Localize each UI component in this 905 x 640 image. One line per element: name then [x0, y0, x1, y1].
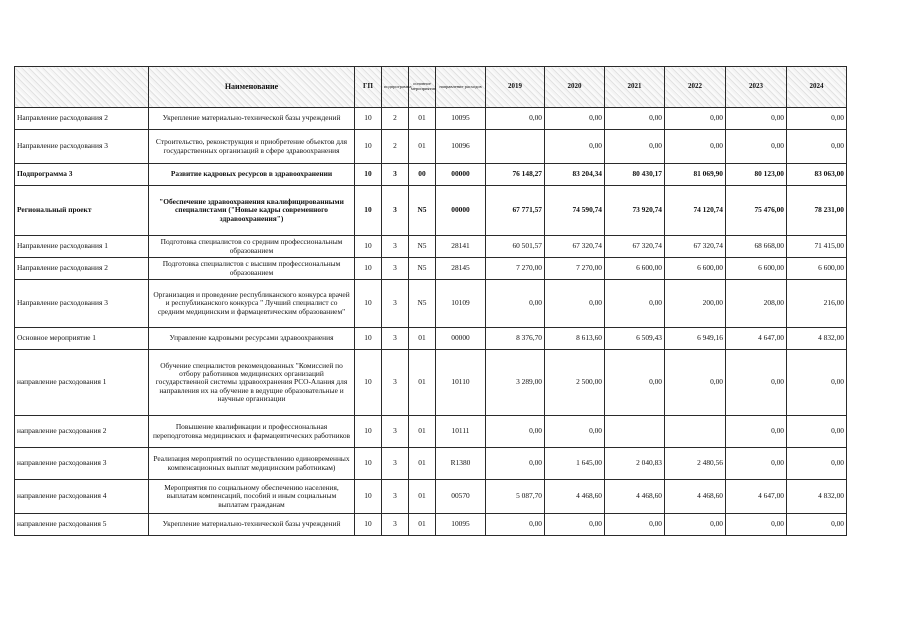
value-cell: 216,00 — [787, 280, 847, 328]
row-name: Организация и проведение республиканского конкурса врачей и республиканского конкурса " Лучший специалист со средним медицинским и фармацевтическим образованием" — [149, 280, 355, 328]
value-cell: 0,00 — [486, 514, 545, 536]
value-cell: 7 270,00 — [486, 258, 545, 280]
value-cell: 75 476,00 — [726, 186, 787, 236]
code-gp: 10 — [355, 416, 382, 448]
row-name: Развитие кадровых ресурсов в здравоохранении — [149, 164, 355, 186]
header-year: 2019 — [486, 67, 545, 108]
value-cell: 0,00 — [605, 108, 665, 130]
code-gp: 10 — [355, 480, 382, 514]
row-label: Подпрограмма 3 — [15, 164, 149, 186]
header-subprogram: подпрограмма — [382, 67, 409, 108]
code-gp: 10 — [355, 258, 382, 280]
row-name: Мероприятия по социальному обеспечению населения, выплатам компенсаций, пособий и иным социальным выплатам гражданам — [149, 480, 355, 514]
value-cell: 0,00 — [605, 130, 665, 164]
value-cell: 67 320,74 — [605, 236, 665, 258]
row-label: Региональный проект — [15, 186, 149, 236]
value-cell: 2 040,83 — [605, 448, 665, 480]
code-main-event: N5 — [409, 258, 436, 280]
code-gp: 10 — [355, 514, 382, 536]
code-subprogram: 3 — [382, 236, 409, 258]
value-cell: 0,00 — [545, 130, 605, 164]
value-cell: 73 920,74 — [605, 186, 665, 236]
value-cell: 71 415,00 — [787, 236, 847, 258]
value-cell: 0,00 — [665, 514, 726, 536]
table-row — [15, 448, 847, 480]
code-gp: 10 — [355, 108, 382, 130]
value-cell — [605, 416, 665, 448]
value-cell: 0,00 — [545, 280, 605, 328]
code-main-event: 01 — [409, 130, 436, 164]
value-cell: 1 645,00 — [545, 448, 605, 480]
value-cell: 0,00 — [787, 448, 847, 480]
code-gp: 10 — [355, 130, 382, 164]
value-cell — [486, 130, 545, 164]
code-subprogram: 3 — [382, 328, 409, 350]
code-gp: 10 — [355, 186, 382, 236]
code-main-event: 01 — [409, 108, 436, 130]
value-cell: 200,00 — [665, 280, 726, 328]
table-row — [15, 164, 847, 186]
value-cell: 4 832,00 — [787, 480, 847, 514]
value-cell: 6 600,00 — [787, 258, 847, 280]
value-cell: 0,00 — [726, 416, 787, 448]
code-subprogram: 3 — [382, 514, 409, 536]
row-name: Реализация мероприятий по осуществлению единовременных компенсационных выплат медицинским работникам) — [149, 448, 355, 480]
value-cell: 0,00 — [665, 350, 726, 416]
code-gp: 10 — [355, 448, 382, 480]
table-row — [15, 350, 847, 416]
code-direction: 28145 — [436, 258, 486, 280]
value-cell: 80 123,00 — [726, 164, 787, 186]
table-row — [15, 514, 847, 536]
row-name: "Обеспечение здравоохранения квалифицированными специалистами ("Новые кадры современного здравоохранения") — [149, 186, 355, 236]
header-gp: ГП — [355, 67, 382, 108]
value-cell: 4 468,60 — [605, 480, 665, 514]
value-cell: 4 647,00 — [726, 328, 787, 350]
value-cell: 67 320,74 — [545, 236, 605, 258]
header-year: 2023 — [726, 67, 787, 108]
value-cell: 0,00 — [486, 108, 545, 130]
code-main-event: 01 — [409, 328, 436, 350]
code-direction: 00570 — [436, 480, 486, 514]
value-cell: 0,00 — [605, 280, 665, 328]
value-cell: 0,00 — [787, 416, 847, 448]
table-row — [15, 480, 847, 514]
value-cell: 4 468,60 — [665, 480, 726, 514]
row-label: направление расходования 4 — [15, 480, 149, 514]
table-row — [15, 328, 847, 350]
budget-table-sheet — [14, 66, 846, 536]
code-direction: 10096 — [436, 130, 486, 164]
table-row — [15, 258, 847, 280]
value-cell: 3 289,00 — [486, 350, 545, 416]
value-cell: 6 600,00 — [605, 258, 665, 280]
row-label: Направление расходования 3 — [15, 280, 149, 328]
value-cell: 83 063,00 — [787, 164, 847, 186]
header-year: 2022 — [665, 67, 726, 108]
row-name: Управление кадровыми ресурсами здравоохранения — [149, 328, 355, 350]
value-cell: 0,00 — [545, 416, 605, 448]
code-direction: 10109 — [436, 280, 486, 328]
code-subprogram: 2 — [382, 130, 409, 164]
value-cell: 67 771,57 — [486, 186, 545, 236]
row-label: Направление расходования 1 — [15, 236, 149, 258]
value-cell: 78 231,00 — [787, 186, 847, 236]
table-row — [15, 236, 847, 258]
code-direction: 10110 — [436, 350, 486, 416]
code-main-event: 01 — [409, 448, 436, 480]
value-cell: 0,00 — [726, 514, 787, 536]
code-main-event: N5 — [409, 186, 436, 236]
value-cell: 8 376,70 — [486, 328, 545, 350]
code-main-event: N5 — [409, 236, 436, 258]
code-direction: 00000 — [436, 328, 486, 350]
row-name: Укрепление материально-технической базы учреждений — [149, 108, 355, 130]
value-cell: 0,00 — [726, 108, 787, 130]
code-direction: 28141 — [436, 236, 486, 258]
header-row — [15, 67, 847, 108]
value-cell: 0,00 — [605, 350, 665, 416]
value-cell: 0,00 — [665, 108, 726, 130]
row-label: направление расходования 2 — [15, 416, 149, 448]
table-row — [15, 130, 847, 164]
value-cell: 67 320,74 — [665, 236, 726, 258]
table-row — [15, 280, 847, 328]
code-main-event: 01 — [409, 514, 436, 536]
code-direction: 10095 — [436, 514, 486, 536]
row-label: направление расходования 5 — [15, 514, 149, 536]
row-label: Основное мероприятие 1 — [15, 328, 149, 350]
value-cell: 5 087,70 — [486, 480, 545, 514]
value-cell: 0,00 — [787, 108, 847, 130]
code-direction: 00000 — [436, 164, 486, 186]
value-cell: 0,00 — [545, 514, 605, 536]
code-subprogram: 3 — [382, 350, 409, 416]
value-cell: 74 120,74 — [665, 186, 726, 236]
row-name: Строительство, реконструкция и приобретение объектов для государственных организаций в сфере здравоохранения — [149, 130, 355, 164]
value-cell: 0,00 — [665, 130, 726, 164]
header-name: Наименование — [149, 67, 355, 108]
code-main-event: 00 — [409, 164, 436, 186]
value-cell: 6 509,43 — [605, 328, 665, 350]
row-name: Укрепление материально-технической базы учреждений — [149, 514, 355, 536]
code-direction: 10095 — [436, 108, 486, 130]
value-cell: 0,00 — [726, 350, 787, 416]
value-cell: 4 468,60 — [545, 480, 605, 514]
row-name: Повышение квалификации и профессиональная переподготовка медицинских и фармацевтических работников — [149, 416, 355, 448]
row-label: направление расходования 3 — [15, 448, 149, 480]
value-cell: 8 613,60 — [545, 328, 605, 350]
value-cell: 208,00 — [726, 280, 787, 328]
code-main-event: 01 — [409, 480, 436, 514]
value-cell: 7 270,00 — [545, 258, 605, 280]
row-name: Подготовка специалистов с высшим профессиональным образованием — [149, 258, 355, 280]
code-direction: 10111 — [436, 416, 486, 448]
code-subprogram: 2 — [382, 108, 409, 130]
value-cell: 74 590,74 — [545, 186, 605, 236]
header-year: 2024 — [787, 67, 847, 108]
code-gp: 10 — [355, 236, 382, 258]
table-row — [15, 416, 847, 448]
row-label: направление расходования 1 — [15, 350, 149, 416]
value-cell: 76 148,27 — [486, 164, 545, 186]
table-row — [15, 108, 847, 130]
budget-table — [14, 66, 847, 536]
header-year: 2021 — [605, 67, 665, 108]
value-cell: 6 600,00 — [726, 258, 787, 280]
value-cell: 83 204,34 — [545, 164, 605, 186]
row-label: Направление расходования 2 — [15, 108, 149, 130]
code-main-event: 01 — [409, 416, 436, 448]
code-subprogram: 3 — [382, 258, 409, 280]
code-gp: 10 — [355, 280, 382, 328]
value-cell: 0,00 — [787, 350, 847, 416]
code-subprogram: 3 — [382, 186, 409, 236]
code-gp: 10 — [355, 164, 382, 186]
value-cell: 2 500,00 — [545, 350, 605, 416]
code-main-event: 01 — [409, 350, 436, 416]
header-direction: направление расходов — [436, 67, 486, 108]
header-main-event: основное мероприятие — [409, 67, 436, 108]
row-label: Направление расходования 2 — [15, 258, 149, 280]
code-subprogram: 3 — [382, 448, 409, 480]
table-row — [15, 186, 847, 236]
value-cell: 6 949,16 — [665, 328, 726, 350]
row-name: Обучение специалистов рекомендованных "Комиссией по отбору работников медицинских организаций государственной системы здравоохранения РСО-Алания для направления их на обучение в ведущие образовательные и научные организации — [149, 350, 355, 416]
value-cell: 0,00 — [545, 108, 605, 130]
value-cell: 6 600,00 — [665, 258, 726, 280]
value-cell: 0,00 — [787, 130, 847, 164]
code-subprogram: 3 — [382, 164, 409, 186]
header-blank — [15, 67, 149, 108]
row-label: Направление расходования 3 — [15, 130, 149, 164]
code-subprogram: 3 — [382, 480, 409, 514]
code-gp: 10 — [355, 328, 382, 350]
value-cell: 0,00 — [787, 514, 847, 536]
value-cell: 68 668,00 — [726, 236, 787, 258]
code-main-event: N5 — [409, 280, 436, 328]
table-body — [15, 108, 847, 536]
value-cell: 0,00 — [726, 130, 787, 164]
value-cell: 60 501,57 — [486, 236, 545, 258]
value-cell: 2 480,56 — [665, 448, 726, 480]
code-gp: 10 — [355, 350, 382, 416]
code-subprogram: 3 — [382, 280, 409, 328]
value-cell: 0,00 — [726, 448, 787, 480]
value-cell: 81 069,90 — [665, 164, 726, 186]
code-direction: R1380 — [436, 448, 486, 480]
code-direction: 00000 — [436, 186, 486, 236]
value-cell: 80 430,17 — [605, 164, 665, 186]
value-cell: 0,00 — [486, 280, 545, 328]
row-name: Подготовка специалистов со средним профессиональным образованием — [149, 236, 355, 258]
code-subprogram: 3 — [382, 416, 409, 448]
value-cell: 0,00 — [486, 448, 545, 480]
header-year: 2020 — [545, 67, 605, 108]
value-cell: 0,00 — [605, 514, 665, 536]
value-cell — [665, 416, 726, 448]
value-cell: 4 832,00 — [787, 328, 847, 350]
value-cell: 0,00 — [486, 416, 545, 448]
value-cell: 4 647,00 — [726, 480, 787, 514]
